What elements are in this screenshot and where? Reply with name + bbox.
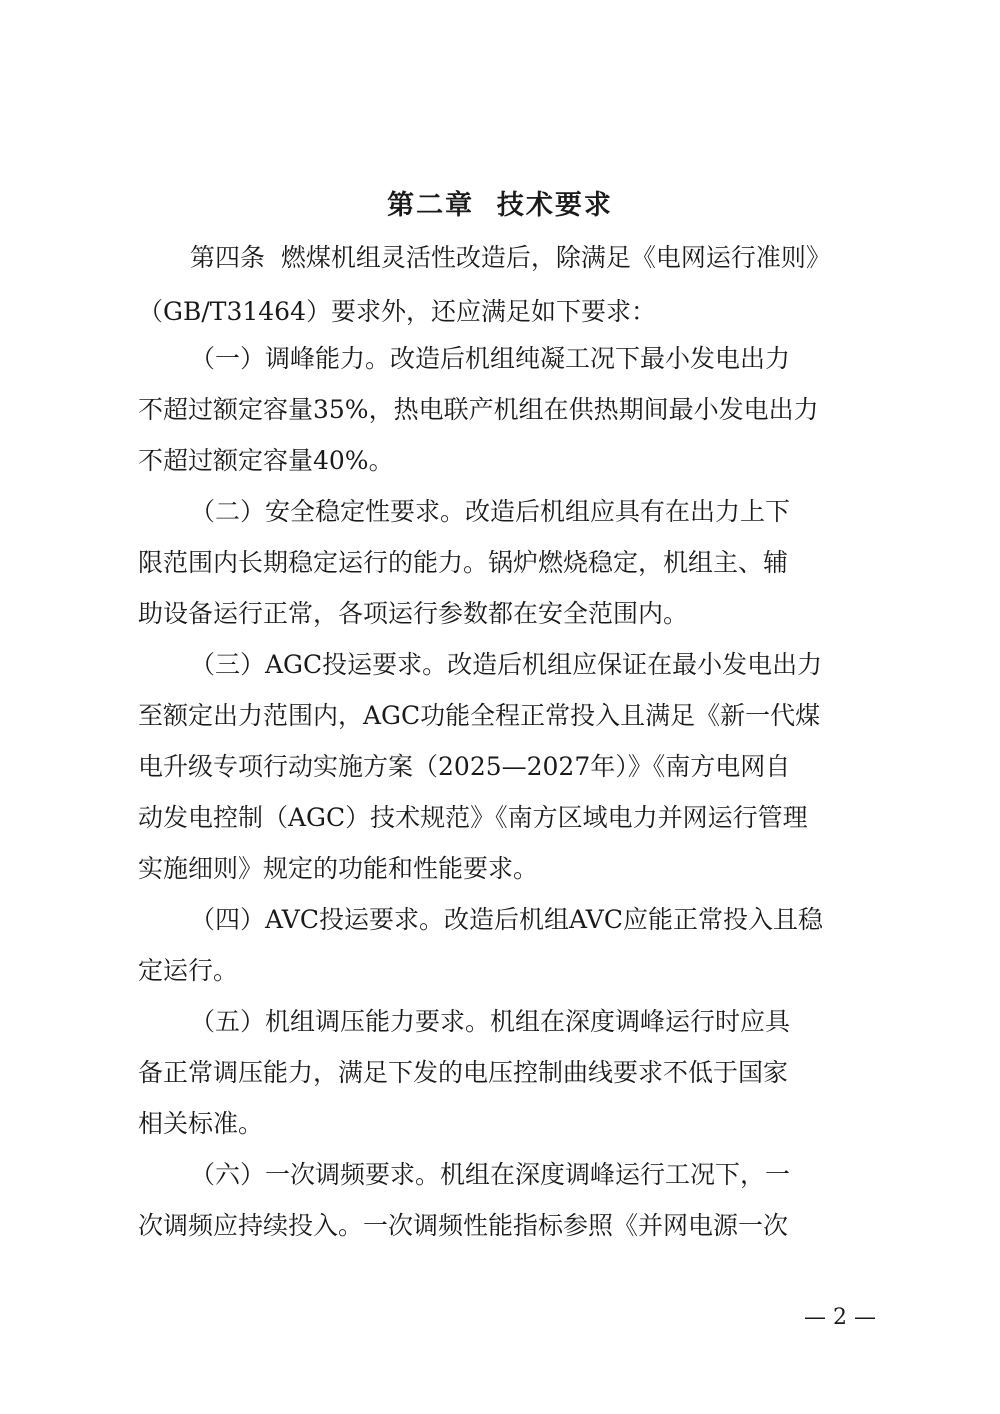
item-4-line-2: 定运行。 [138, 956, 239, 985]
item-3-line-3: 电升级专项行动实施方案（2025—2027年）》《南方电网自 [138, 752, 791, 781]
item-1-line-2: 不超过额定容量35%，热电联产机组在供热期间最小发电出力 [138, 395, 819, 424]
chapter-title: 第二章 技术要求 [387, 190, 613, 221]
item-1-line-3: 不超过额定容量40%。 [138, 446, 394, 475]
item-6-line-2: 次调频应持续投入。一次调频性能指标参照《并网电源一次 [138, 1211, 789, 1240]
item-5-line-3: 相关标准。 [138, 1109, 264, 1138]
item-2-line-3: 助设备运行正常，各项运行参数都在安全范围内。 [138, 599, 689, 628]
item-2-line-1: （二）安全稳定性要求。改造后机组应具有在出力上下 [190, 497, 791, 526]
item-3-line-2: 至额定出力范围内，AGC功能全程正常投入且满足《新一代煤 [138, 701, 821, 730]
item-5-line-2: 备正常调压能力，满足下发的电压控制曲线要求不低于国家 [138, 1058, 789, 1087]
item-5-line-1: （五）机组调压能力要求。机组在深度调峰运行时应具 [190, 1007, 791, 1036]
item-4-line-1: （四）AVC投运要求。改造后机组AVC应能正常投入且稳 [190, 905, 823, 934]
article-4-line-2: （GB/T31464）要求外，还应满足如下要求： [138, 297, 656, 326]
item-6-line-1: （六）一次调频要求。机组在深度调峰运行工况下，一 [190, 1160, 791, 1189]
item-2-line-2: 限范围内长期稳定运行的能力。锅炉燃烧稳定，机组主、辅 [138, 548, 789, 577]
item-3-line-1: （三）AGC投运要求。改造后机组应保证在最小发电出力 [190, 650, 823, 679]
item-3-line-5: 实施细则》规定的功能和性能要求。 [138, 854, 539, 883]
article-4-line-1: 第四条 燃煤机组灵活性改造后，除满足《电网运行准则》 [190, 243, 831, 272]
item-3-line-4: 动发电控制（AGC）技术规范》《南方区域电力并网运行管理 [138, 803, 808, 832]
page-number: — 2 — [804, 1305, 876, 1330]
item-1-line-1: （一）调峰能力。改造后机组纯凝工况下最小发电出力 [190, 344, 791, 373]
